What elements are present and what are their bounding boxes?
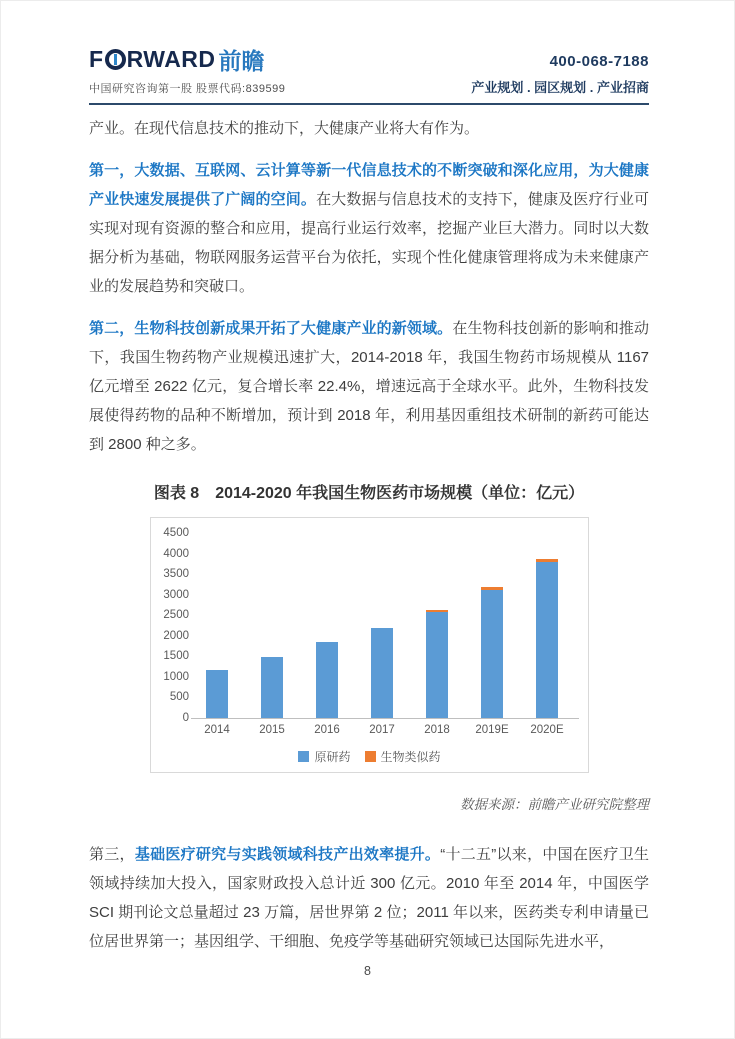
bar-chart [150,517,589,773]
bar-segment-original [481,590,503,718]
x-axis-tick-label: 2017 [369,724,395,736]
company-logo [89,43,285,96]
y-axis-tick-label: 0 [182,712,189,724]
emphasis-text: 第一，大数据、互联网、云计算等新一代信息技术的不断突破和深化应用，为大健康产业快速发展提供了广阔的空间。 [89,162,649,208]
phone-number: 400-068-7188 [549,53,649,70]
body-paragraphs-bottom [89,840,649,956]
logo-wordmark [89,43,285,76]
legend-item [365,748,441,765]
body-text: 在大数据与信息技术的支持下，健康及医疗行业可实现对现有资源的整合和应用，提高行业运行效率，挖掘产业巨大潜力。同时以大数据分析为基础，物联网服务运营平台为依托，实现个性化健康管理将成为未来健康产业的发展趋势和突破口。 [89,191,649,295]
y-axis-tick-label: 1500 [163,650,189,663]
y-axis-tick-label: 4000 [163,547,189,560]
x-axis-tick-label: 2019E [475,724,509,736]
page-content [1,105,734,956]
y-axis-tick-label: 1000 [163,670,189,683]
legend-swatch [365,751,376,762]
legend-label: 原研药 [314,750,351,764]
chart-title: 图表 8 2014-2020 年我国生物医药市场规模（单位：亿元） [153,485,585,502]
data-source-note: 数据来源：前瞻产业研究院整理 [460,797,649,812]
legend-label: 生物类似药 [380,750,441,764]
chart-legend [151,748,588,765]
emphasis-text: 第二，生物科技创新成果开拓了大健康产业的新领域。 [89,320,453,337]
company-tagline: 中国研究咨询第一股 股票代码:839599 [89,83,286,95]
x-axis-tick-label: 2018 [424,724,450,736]
bar-segment-original [261,657,283,718]
bar-2016 [316,642,338,718]
y-axis-tick-label: 500 [169,691,189,704]
bar-2018 [426,610,448,718]
body-text: 在生物科技创新的影响和推动下，我国生物药物产业规模迅速扩大，2014-2018 年，我国生物药市场规模从 1167 亿元增至 2622 亿元，复合增长率 22.4%，增速远高于全球水平。此外，生物科技发展使得药物的品种不断增加，预计到 2018 年，利用基因重组技术研制的新药可能达到 2800 种之多。 [89,320,649,453]
header-contact [471,53,649,96]
services-line: 产业规划 . 园区规划 . 产业招商 [471,80,649,95]
bar-segment-original [536,562,558,718]
y-axis-tick-label: 2500 [163,609,189,622]
logo-text-f: F [89,46,104,72]
bar-segment-original [206,670,228,718]
body-paragraphs-top [89,114,649,459]
x-axis-tick-label: 2020E [530,724,564,736]
y-axis-tick-label: 2000 [163,629,189,642]
bar-2017 [371,628,393,718]
bar-2014 [206,670,228,718]
lighthouse-logo-icon [105,49,126,70]
x-axis-tick-label: 2015 [259,724,285,736]
bar-2015 [261,657,283,718]
logo-text-rest: RWARD [126,46,216,72]
paragraph [89,314,649,459]
page-header [1,1,734,103]
bar-2020E [536,559,558,718]
page-number: 8 [364,964,371,978]
logo-text-cn: 前瞻 [218,48,265,74]
x-axis-tick-label: 2016 [314,724,340,736]
bar-2019E [481,587,503,718]
emphasis-text: 基础医疗研究与实践领域科技产出效率提升。 [134,846,441,863]
y-axis-tick-label: 3000 [163,588,189,601]
y-axis-tick-label: 4500 [163,527,189,539]
body-text: “十二五”以来，中国在医疗卫生领域持续加大投入，国家财政投入总计近 300 亿元。2010 年至 2014 年，中国医学 SCI 期刊论文总量超过 23 万篇，居世界第 2 位；2011 年以来，医药类专利申请量已位居世界第一；基因组学、干细胞、免疫学等基础研究领域已达国际先进水平， [89,846,649,950]
bar-segment-original [316,642,338,718]
x-axis-tick-label: 2014 [204,724,230,736]
legend-swatch [298,751,309,762]
paragraph [89,114,649,143]
legend-item [298,748,350,765]
bar-segment-original [371,628,393,718]
paragraph [89,156,649,301]
body-text: 产业。在现代信息技术的推动下，大健康产业将大有作为。 [89,120,480,137]
paragraph [89,840,649,956]
x-axis-line [191,718,579,719]
bar-segment-original [426,612,448,718]
y-axis-tick-label: 3500 [163,568,189,581]
body-text: 第三， [89,846,135,863]
